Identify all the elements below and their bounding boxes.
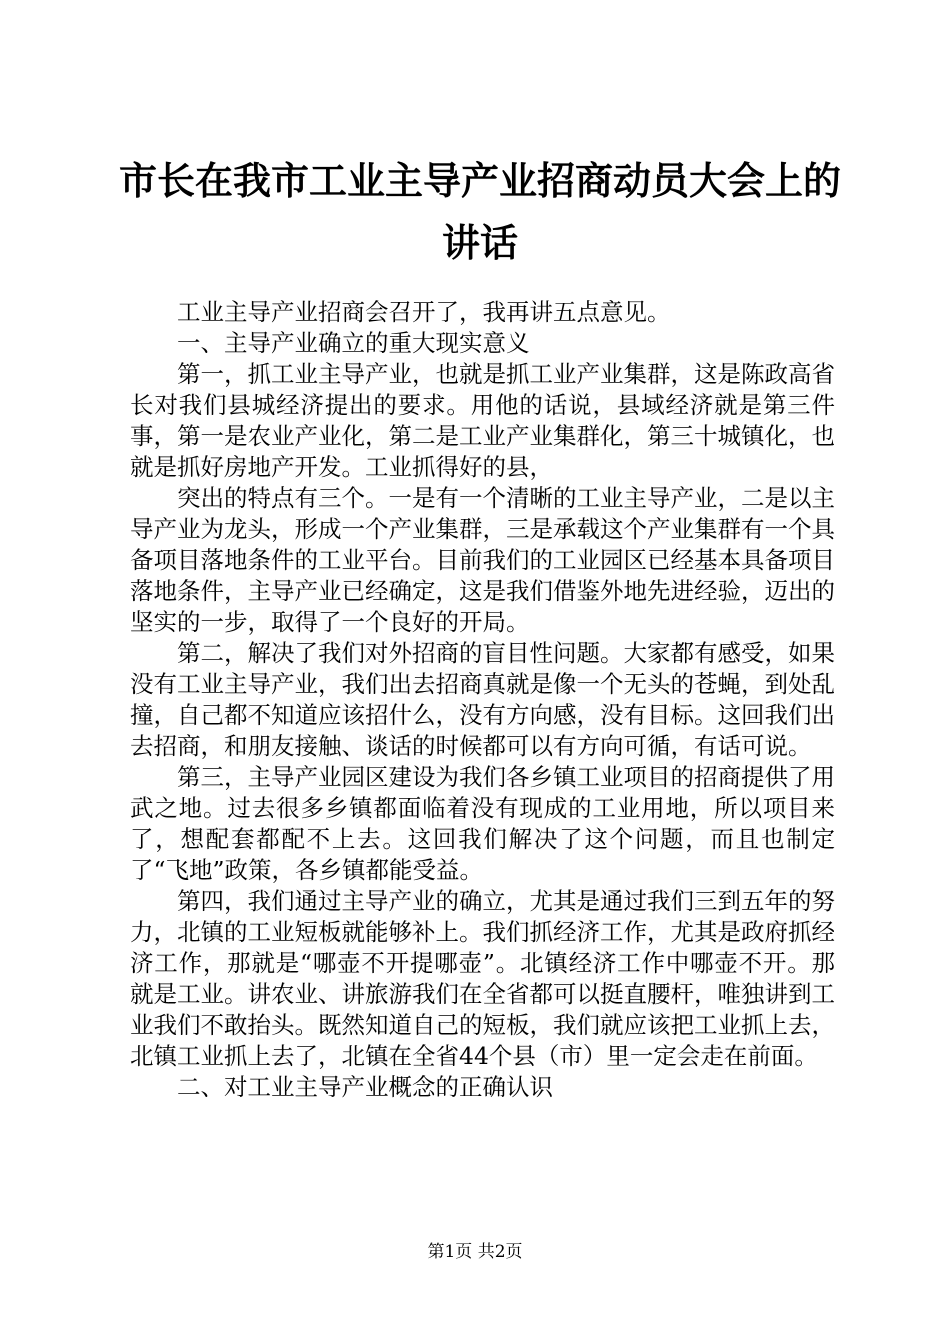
paragraph-fourth-point: 第四，我们通过主导产业的确立，尤其是通过我们三到五年的努力，北镇的工业短板就能够补上。我们抓经济工作，尤其是政府抓经济工作，那就是“哪壶不开提哪壶”。北镇经济工作中哪壶不开。那就是工业。讲农业、讲旅游我们在全省都可以挺直腰杆，唯独讲到工业我们不敢抬头。既然知道自己的短板，我们就应该把工业抓上去，北镇工业抓上去了，北镇在全省44个县（市）里一定会走在前面。 <box>130 887 835 1070</box>
document-body <box>130 297 835 1103</box>
section-heading-1: 一、主导产业确立的重大现实意义 <box>177 329 530 357</box>
page-number-footer: 第1页 共2页 <box>427 1242 523 1262</box>
paragraph-second-point: 第二，解决了我们对外招商的盲目性问题。大家都有感受，如果没有工业主导产业，我们出去招商真就是像一个无头的苍蝇，到处乱撞，自己都不知道应该招什么，没有方向感，没有目标。这回我们出去招商，和朋友接触、谈话的时候都可以有方向可循，有话可说。 <box>130 639 835 760</box>
paragraph-intro: 工业主导产业招商会召开了，我再讲五点意见。 <box>177 298 671 326</box>
paragraph-first-point: 第一，抓工业主导产业，也就是抓工业产业集群，这是陈政高省长对我们县城经济提出的要求。用他的话说，县域经济就是第三件事，第一是农业产业化，第二是工业产业集群化，第三十城镇化，也就是抓好房地产开发。工业抓得好的县， <box>130 360 835 481</box>
paragraph-third-point: 第三，主导产业园区建设为我们各乡镇工业项目的招商提供了用武之地。过去很多乡镇都面临着没有现成的工业用地，所以项目来了，想配套都配不上去。这回我们解决了这个问题，而且也制定了“飞地”政策，各乡镇都能受益。 <box>130 763 835 884</box>
document-title: 市长在我市工业主导产业招商动员大会上的讲话 <box>118 158 841 265</box>
section-heading-2: 二、对工业主导产业概念的正确认识 <box>177 1073 553 1101</box>
paragraph-first-point-continued: 突出的特点有三个。一是有一个清晰的工业主导产业，二是以主导产业为龙头，形成一个产业集群，三是承载这个产业集群有一个具备项目落地条件的工业平台。目前我们的工业园区已经基本具备项目落地条件，主导产业已经确定，这是我们借鉴外地先进经验，迈出的坚实的一步，取得了一个良好的开局。 <box>130 484 835 636</box>
